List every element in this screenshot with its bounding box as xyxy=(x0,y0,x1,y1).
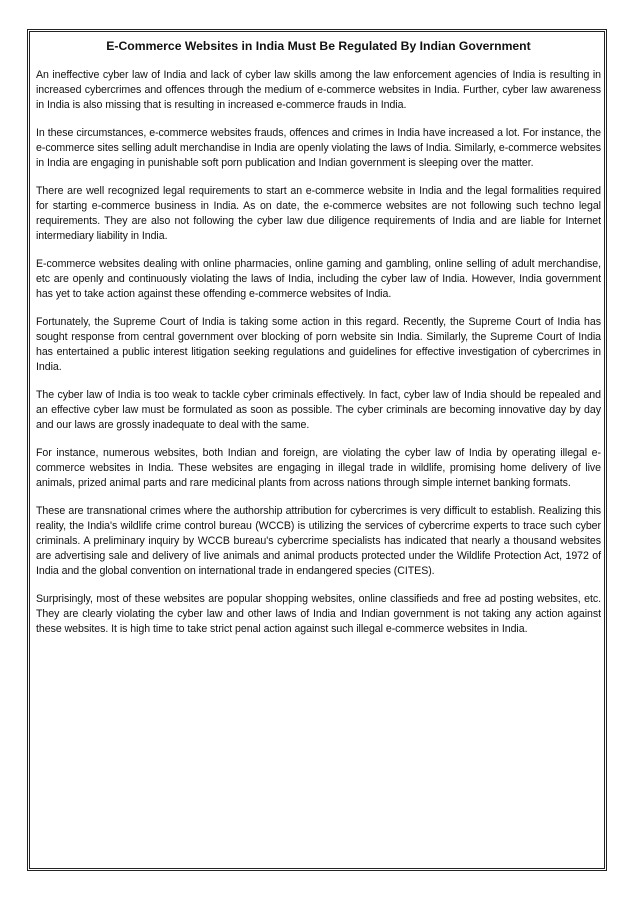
document-title: E-Commerce Websites in India Must Be Regulated By Indian Government xyxy=(106,39,531,53)
paragraph-2: In these circumstances, e-commerce websites frauds, offences and crimes in India have increased a lot. For instance, the e-commerce sites selling adult merchandise in India are openly violating the laws of India. Similarly, e-commerce websites in India are engaging in punishable soft porn publication and Indian government is sleeping over the matter. xyxy=(36,127,601,169)
paragraph-6: The cyber law of India is too weak to tackle cyber criminals effectively. In fact, cyber law of India should be repealed and an effective cyber law must be formulated as soon as possible. The cyber criminals are becoming innovative day by day and our laws are grossly inadequate to deal with the same. xyxy=(36,389,601,431)
paragraph-4: E-commerce websites dealing with online pharmacies, online gaming and gambling, online selling of adult merchandise, etc are openly and continuously violating the laws of India, including the cyber law of India. However, India government has yet to take action against these offending e-commerce websites of India. xyxy=(36,258,601,300)
paragraph-3: There are well recognized legal requirements to start an e-commerce website in India and the legal formalities required for starting e-commerce business in India. As on date, the e-commerce websites are not following such techno legal requirements. They are also not following the cyber law due diligence requirements of India and are liable for Internet intermediary liability in India. xyxy=(36,185,601,242)
document-body xyxy=(36,38,601,650)
paragraph-1: An ineffective cyber law of India and lack of cyber law skills among the law enforcement agencies of India is resulting in increased cybercrimes and offences through the medium of e-commerce websites in India. Further, cyber law awareness in India is also missing that is resulting in increased e-commerce frauds in India. xyxy=(36,69,601,111)
paragraph-9: Surprisingly, most of these websites are popular shopping websites, online classifieds and free ad posting websites, etc. They are clearly violating the cyber law and other laws of India and Indian government is not taking any action against these websites. It is high time to take strict penal action against such illegal e-commerce websites in India. xyxy=(36,593,601,635)
paragraph-8: These are transnational crimes where the authorship attribution for cybercrimes is very difficult to establish. Realizing this reality, the India's wildlife crime control bureau (WCCB) is utilizing the services of cybercrime experts to trace such cyber criminals. A preliminary inquiry by WCCB bureau's cybercrime specialists has indicated that nearly a thousand websites are advertising sale and delivery of live animals and animal products protected under the Wildlife Protection Act, 1972 of India and the global convention on international trade in endangered species (CITES). xyxy=(36,505,601,577)
paragraph-5: Fortunately, the Supreme Court of India is taking some action in this regard. Recently, the Supreme Court of India has sought response from central government over blocking of porn website sin India. Similarly, the Supreme Court of India has entertained a public interest litigation seeking regulations and guidelines for effective investigation of cybercrimes in India. xyxy=(36,316,601,373)
paragraph-7: For instance, numerous websites, both Indian and foreign, are violating the cyber law of India by operating illegal e-commerce websites in India. These websites are engaging in illegal trade in wildlife, promising home delivery of live animals, prized animal parts and rare medicinal plants from across nations through simple internet banking formats. xyxy=(36,447,601,489)
